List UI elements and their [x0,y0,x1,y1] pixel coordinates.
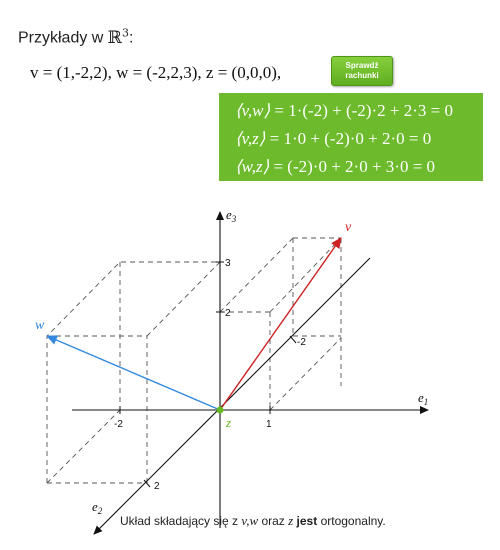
vector-w-arrow [47,336,220,410]
vector-v-arrow [220,238,341,410]
check-computations-button[interactable]: Sprawdź rachunki [331,56,393,86]
heading-suffix: : [128,29,134,47]
computation-row-vw: ⟨v,w⟩ = 1·(-2) + (-2)·2 + 2·3 = 0 [235,101,453,120]
e2-axis [94,258,370,534]
diagram-caption: Układ składający się z v,w oraz z jest ortogonalny. [120,513,386,528]
space-symbol: ℝ$^3$ [107,26,129,48]
heading-text: Przykłady w [18,29,108,47]
tick-label-x-1: 1 [266,419,272,430]
tick-label-y-neg2: -2 [297,337,306,348]
vector-z-point [217,407,224,414]
computation-row-vz: ⟨v,z⟩ = 1·0 + (-2)·0 + 2·0 = 0 [235,129,432,148]
vector-definitions: v = (1,-2,2), w = (-2,2,3), z = (0,0,0), [30,63,282,82]
e2-label: $e_2$ [92,499,103,516]
vector-z-label: z [226,415,232,430]
tick-label-z-3: 3 [225,258,231,269]
tick-label-x-neg2: -2 [114,419,123,430]
vector-w-label: w [35,318,45,333]
tick-label-z-2: 2 [225,308,231,319]
tick-label-y-2: 2 [154,481,160,492]
vector-v-label: v [345,220,352,235]
computation-row-wz: ⟨w,z⟩ = (-2)·0 + 2·0 + 3·0 = 0 [235,157,436,176]
e1-label: $e_1$ [418,390,429,407]
e3-label: $e_3$ [226,207,237,224]
